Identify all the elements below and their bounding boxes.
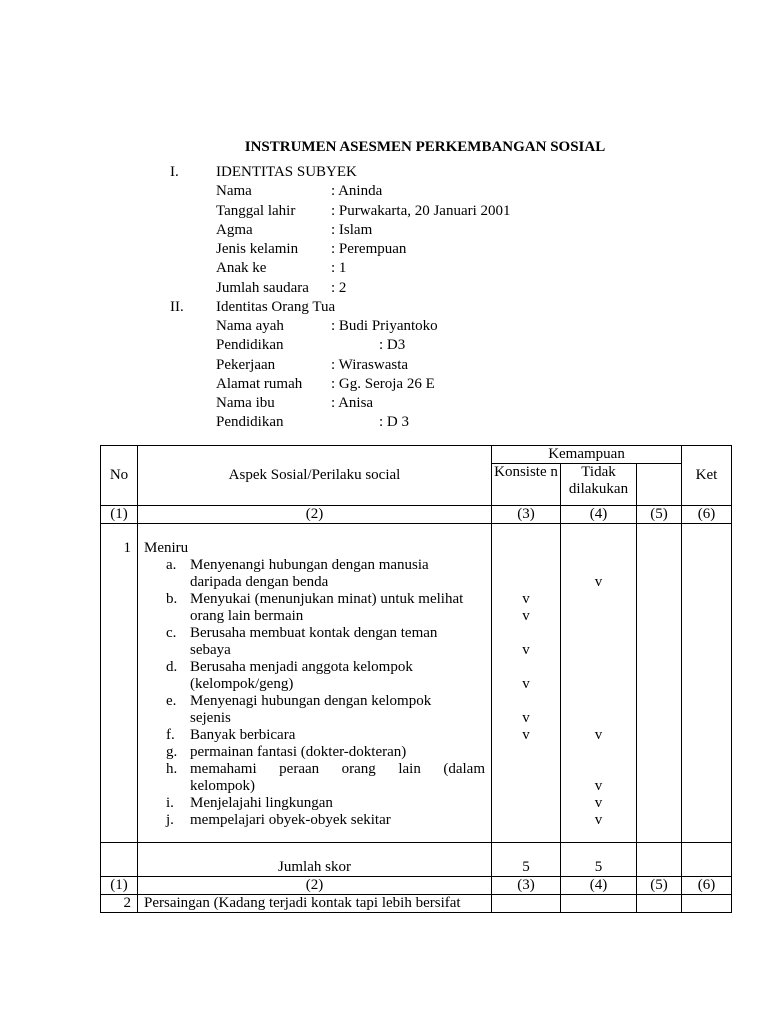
item-text-cont: orang lain bermain xyxy=(190,608,304,624)
header-no: No xyxy=(101,446,138,506)
item-text: Banyak berbicara xyxy=(190,727,296,743)
mark-cell xyxy=(561,625,636,642)
mark-cell xyxy=(561,642,636,659)
item-text: Menjelajahi lingkungan xyxy=(190,795,333,811)
field-label: Nama xyxy=(216,183,252,199)
header-row xyxy=(101,446,732,464)
word: lain xyxy=(398,761,421,777)
mark-cell: v xyxy=(594,727,603,743)
item-text-cont: sejenis xyxy=(190,710,231,726)
header-kemampuan: Kemampuan xyxy=(492,446,682,464)
header-tidak-dilakukan: Tidak dilakukan xyxy=(561,464,637,506)
field-label: Alamat rumah xyxy=(216,376,303,392)
mark-cell xyxy=(492,625,560,642)
item-text: Berusaha membuat kontak dengan teman xyxy=(190,625,438,641)
mark-cell: v xyxy=(594,574,603,590)
field-label: Anak ke xyxy=(216,260,267,276)
header-aspek: Aspek Sosial/Perilaku social xyxy=(138,446,492,506)
item-marker: d. xyxy=(166,659,178,675)
assessment-table xyxy=(100,445,732,913)
field-value: : 1 xyxy=(331,260,347,276)
mark-cell: v xyxy=(522,642,530,658)
field-value: : D 3 xyxy=(379,414,409,430)
empty-cell xyxy=(637,895,682,913)
mark-cell xyxy=(561,591,636,608)
section-heading: Identitas Orang Tua xyxy=(216,299,336,315)
item-list xyxy=(144,557,485,829)
num-cell: (6) xyxy=(682,506,732,524)
item-marker: b. xyxy=(166,591,178,607)
numbering-row xyxy=(101,506,732,524)
num-cell: (3) xyxy=(492,877,561,895)
list-item xyxy=(144,591,485,625)
field-value: : Purwakarta, 20 Januari 2001 xyxy=(331,203,511,219)
field-label: Jumlah saudara xyxy=(216,280,309,296)
mark-cell xyxy=(561,540,636,557)
mark-cell xyxy=(492,659,560,676)
group-row-meniru xyxy=(101,524,732,843)
mark-cell: v xyxy=(594,812,603,828)
item-marker: f. xyxy=(166,727,175,743)
mark-cell xyxy=(492,693,560,710)
jumlah-row xyxy=(101,843,732,877)
mark-cell xyxy=(492,540,560,557)
empty-cell xyxy=(101,843,138,877)
field-label: Pekerjaan xyxy=(216,357,276,373)
item-text-cont: daripada dengan benda xyxy=(190,574,329,590)
mark-cell xyxy=(561,710,636,727)
group-content xyxy=(138,524,492,843)
word: memahami xyxy=(190,761,257,777)
word: (dalam xyxy=(443,761,485,777)
num-cell: (4) xyxy=(561,877,637,895)
jumlah-konsisten: 5 xyxy=(492,843,561,877)
mark-cell xyxy=(561,676,636,693)
field-label: Tanggal lahir xyxy=(216,203,296,219)
item-marker: a. xyxy=(166,557,177,573)
mark-cell: v xyxy=(522,608,530,624)
mark-cell: v xyxy=(594,778,603,794)
item-text xyxy=(190,761,485,778)
section-heading: IDENTITAS SUBYEK xyxy=(216,164,357,180)
word: peraan xyxy=(279,761,320,777)
item-text: mempelajari obyek-obyek sekitar xyxy=(190,812,391,828)
empty-cell xyxy=(682,895,732,913)
mark-cell xyxy=(561,693,636,710)
field-value: : D3 xyxy=(379,337,406,353)
item-text-cont: sebaya xyxy=(190,642,231,658)
mark-cell: v xyxy=(522,676,530,692)
mark-cell xyxy=(492,574,560,591)
mark-cell: v xyxy=(594,795,603,811)
item-marker: c. xyxy=(166,625,177,641)
mark-cell xyxy=(561,761,636,778)
mark-cell: v xyxy=(522,727,530,743)
header-ket: Ket xyxy=(682,446,732,506)
document-title: INSTRUMEN ASESMEN PERKEMBANGAN SOSIAL xyxy=(244,139,606,155)
field-label: Pendidikan xyxy=(216,337,284,353)
group-row-persaingan xyxy=(101,895,732,913)
num-cell: (3) xyxy=(492,506,561,524)
word: orang xyxy=(341,761,376,777)
empty-cell xyxy=(637,843,682,877)
field-value: : Aninda xyxy=(331,183,383,199)
item-text: Berusaha menjadi anggota kelompok xyxy=(190,659,413,675)
list-item xyxy=(144,659,485,693)
empty-cell xyxy=(637,524,682,843)
item-marker: h. xyxy=(166,761,178,777)
mark-cell xyxy=(561,608,636,625)
item-marker: j. xyxy=(166,812,174,828)
num-cell: (1) xyxy=(101,877,138,895)
konsisten-marks xyxy=(492,524,561,843)
tidak-dilakukan-marks xyxy=(561,524,637,843)
item-text: Menyenagi hubungan dengan kelompok xyxy=(190,693,432,709)
field-value: : Budi Priyantoko xyxy=(331,318,438,334)
section-numeral: I. xyxy=(170,164,179,180)
list-item xyxy=(144,812,485,829)
num-cell: (4) xyxy=(561,506,637,524)
section-numeral: II. xyxy=(170,299,184,315)
field-label: Nama ibu xyxy=(216,395,275,411)
field-value: : Perempuan xyxy=(331,241,407,257)
group-title: Persaingan (Kadang terjadi kontak tapi lebih bersifat xyxy=(138,895,492,913)
mark-cell xyxy=(492,557,560,574)
jumlah-label: Jumlah skor xyxy=(138,843,492,877)
field-value: : Anisa xyxy=(331,395,374,411)
header-empty xyxy=(637,464,682,506)
num-cell: (2) xyxy=(138,877,492,895)
item-text: permainan fantasi (dokter-dokteran) xyxy=(190,744,407,760)
list-item xyxy=(144,625,485,659)
item-marker: i. xyxy=(166,795,174,811)
mark-cell xyxy=(561,557,636,574)
list-item xyxy=(144,761,485,795)
item-marker: g. xyxy=(166,744,178,760)
field-label: Jenis kelamin xyxy=(216,241,299,257)
group-title: Meniru xyxy=(144,540,189,556)
field-value: : Wiraswasta xyxy=(331,357,409,373)
field-label: Pendidikan xyxy=(216,414,284,430)
num-cell: (2) xyxy=(138,506,492,524)
mark-cell: v xyxy=(522,591,530,607)
list-item xyxy=(144,557,485,591)
num-cell: (6) xyxy=(682,877,732,895)
list-item xyxy=(144,744,485,761)
item-marker: e. xyxy=(166,693,177,709)
empty-cell xyxy=(682,524,732,843)
num-cell: (5) xyxy=(637,506,682,524)
jumlah-tidak-dilakukan: 5 xyxy=(561,843,637,877)
item-text: Menyukai (menunjukan minat) untuk melihat xyxy=(190,591,464,607)
item-text: Menyenangi hubungan dengan manusia xyxy=(190,557,429,573)
field-label: Agma xyxy=(216,222,253,238)
field-value: : 2 xyxy=(331,280,347,296)
empty-cell xyxy=(682,843,732,877)
field-value: : Islam xyxy=(331,222,373,238)
group-number: 2 xyxy=(101,895,138,913)
numbering-row xyxy=(101,877,732,895)
mark-cell xyxy=(561,659,636,676)
mark-cell: v xyxy=(522,710,530,726)
field-label: Nama ayah xyxy=(216,318,284,334)
list-item xyxy=(144,727,485,744)
list-item xyxy=(144,795,485,812)
num-cell: (1) xyxy=(101,506,138,524)
mark-cell xyxy=(561,744,636,761)
list-item xyxy=(144,693,485,727)
header-konsisten: Konsiste n xyxy=(492,464,561,506)
empty-cell xyxy=(492,895,561,913)
num-cell: (5) xyxy=(637,877,682,895)
item-text-cont: kelompok) xyxy=(190,778,255,794)
empty-cell xyxy=(561,895,637,913)
group-number: 1 xyxy=(101,524,138,843)
item-text-cont: (kelompok/geng) xyxy=(190,676,294,692)
field-value: : Gg. Seroja 26 E xyxy=(331,376,435,392)
